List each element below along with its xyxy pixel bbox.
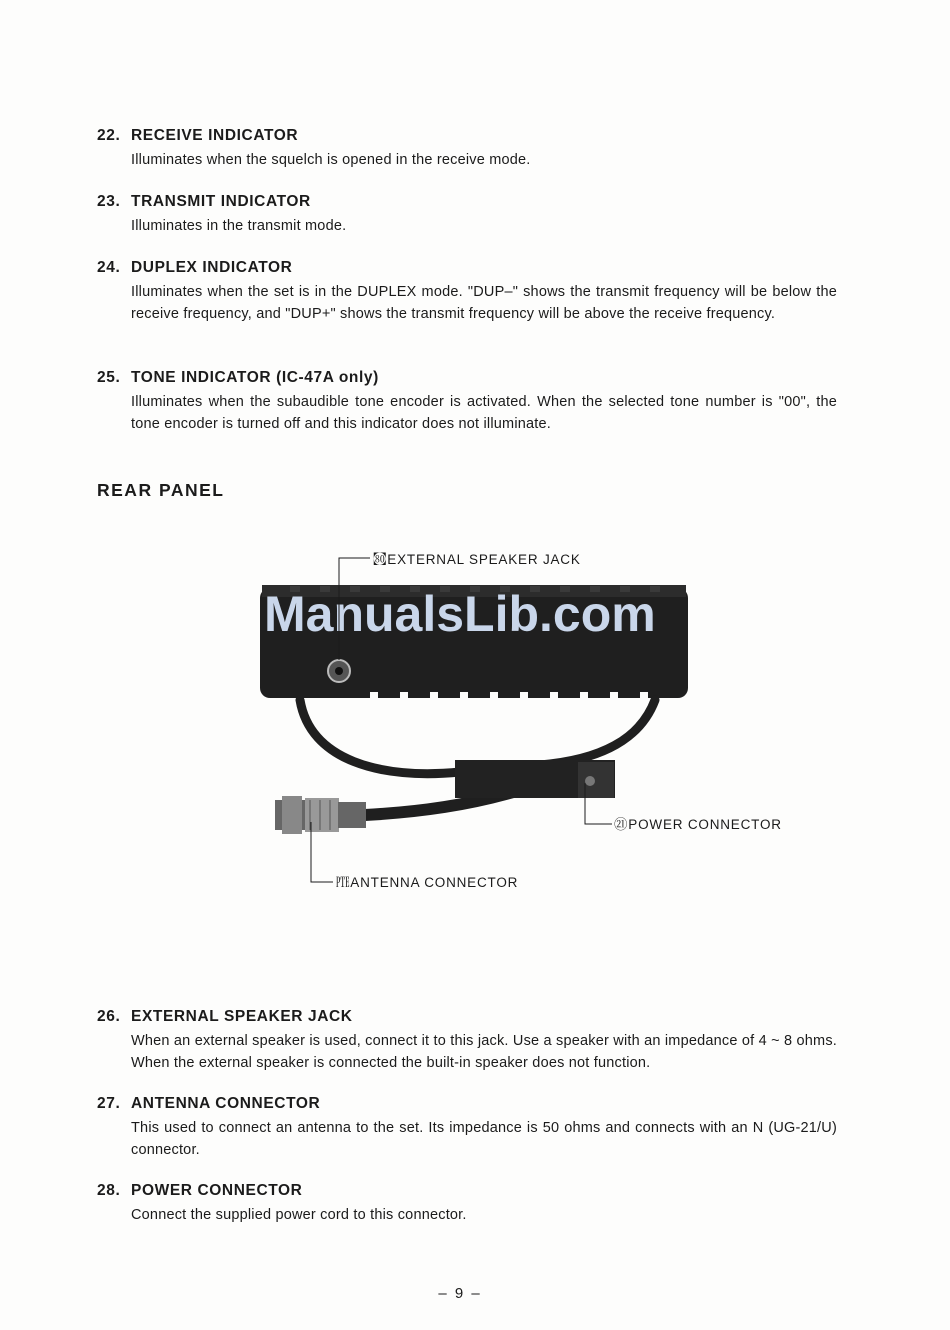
section-title: REAR PANEL (97, 480, 225, 500)
item-description: Connect the supplied power cord to this connector. (131, 1207, 467, 1223)
label-external-speaker-jack: ㉏EXTERNAL SPEAKER JACK (373, 552, 581, 567)
watermark-text: ManualsLib.com (264, 586, 656, 642)
item-number: 27. (97, 1095, 121, 1112)
item-number: 26. (97, 1008, 121, 1025)
power-plug-illustration (455, 760, 615, 798)
item-title: POWER CONNECTOR (131, 1182, 303, 1199)
item-title: TRANSMIT INDICATOR (131, 193, 311, 210)
item-description: Illuminates in the transmit mode. (131, 218, 347, 234)
item-heading (97, 1182, 837, 1200)
item-description: Illuminates when the set is in the DUPLEX mode. "DUP–" shows the transmit frequency will be below the receive frequency, and "DUP+" shows the transmit frequency will be above the receive frequency. (131, 284, 837, 322)
antenna-plug-illustration (275, 796, 366, 834)
item-description: This used to connect an antenna to the set. Its impedance is 50 ohms and connects with an N (UG-21/U) connector. (131, 1120, 837, 1158)
item-27 (97, 1095, 837, 1161)
label-antenna-connector: ㉐ANTENNA CONNECTOR (336, 875, 519, 890)
page-number: – 9 – (438, 1285, 482, 1302)
item-heading (97, 1008, 837, 1026)
item-description: Illuminates when the subaudible tone encoder is activated. When the selected tone number is "00", the tone encoder is turned off and this indicator does not illuminate. (131, 394, 837, 432)
item-title: ANTENNA CONNECTOR (131, 1095, 321, 1112)
item-number: 28. (97, 1182, 121, 1199)
item-26 (97, 1008, 837, 1074)
item-heading (97, 1095, 837, 1113)
item-number: 23. (97, 193, 121, 210)
item-title: DUPLEX INDICATOR (131, 259, 293, 276)
item-title: RECEIVE INDICATOR (131, 127, 299, 144)
item-description: Illuminates when the squelch is opened in the receive mode. (131, 152, 531, 168)
item-title: TONE INDICATOR (IC-47A only) (131, 369, 379, 386)
label-power-connector: ㉑POWER CONNECTOR (614, 817, 782, 832)
item-description: When an external speaker is used, connect it to this jack. Use a speaker with an impedance of 4 ~ 8 ohms. When the external speaker is connected the built-in speaker does not function. (131, 1033, 837, 1071)
item-number: 25. (97, 369, 121, 386)
item-number: 22. (97, 127, 121, 144)
item-number: 24. (97, 259, 121, 276)
item-28 (97, 1182, 837, 1226)
item-title: EXTERNAL SPEAKER JACK (131, 1008, 353, 1025)
